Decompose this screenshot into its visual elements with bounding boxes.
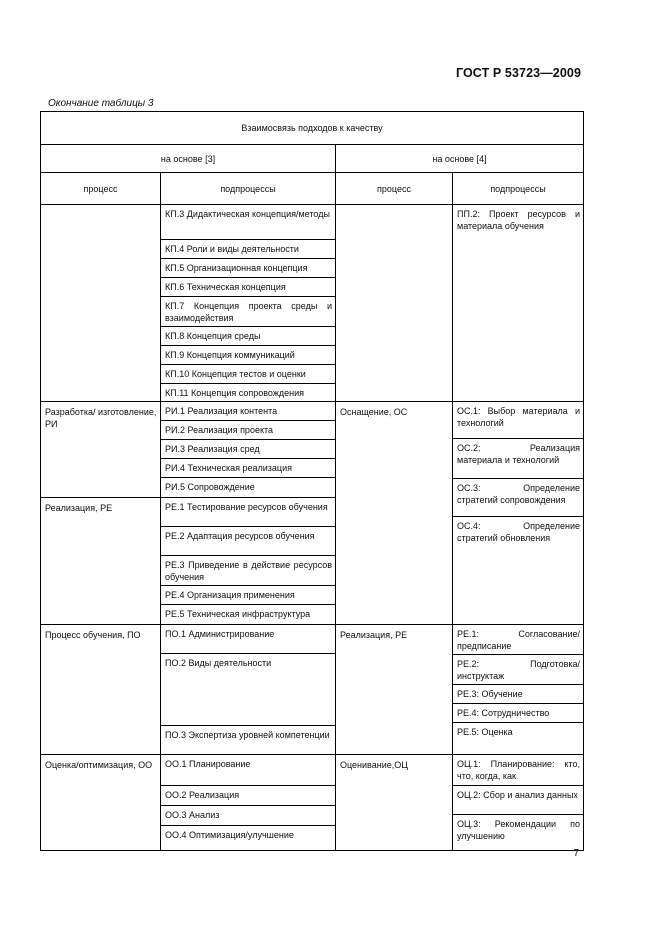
col-process-right: процесс [336, 173, 453, 205]
right-process: Оснащение, ОС [336, 401, 453, 624]
left-subprocesses [161, 497, 336, 624]
list-item: ПО.3 Экспертиза уровней компетенции [161, 726, 335, 744]
right-process: Реализация, РЕ [336, 624, 453, 754]
right-subprocesses [453, 624, 584, 754]
quality-approaches-table [40, 111, 584, 851]
list-item: КП.8 Концепция среды [161, 326, 335, 345]
col-subprocesses-right: подпроцессы [453, 173, 584, 205]
list-item: КП.4 Роли и виды деятельности [161, 239, 335, 258]
list-item: КП.11 Концепция сопровождения [161, 383, 335, 401]
col-subprocesses-left: подпроцессы [161, 173, 336, 205]
list-item: ОО.2 Реализация [161, 786, 335, 806]
right-subprocesses [453, 401, 584, 624]
list-item: РЕ.4: Сотрудничество [453, 703, 583, 722]
list-item: ПО.2 Виды деятельности [161, 654, 335, 726]
left-process: Оценка/оптимизация, ОО [41, 754, 161, 850]
list-item: КП.3 Дидактическая концепция/методы [165, 209, 330, 219]
list-item: ОО.4 Оптимизация/улучшение [161, 826, 335, 844]
col-process-left: процесс [41, 173, 161, 205]
list-item: ПО.1 Администрирование [165, 628, 275, 639]
table-row [41, 401, 584, 497]
list-item: ПП.2: Проект ресурсов и материала обучения [457, 209, 580, 231]
list-item: ОО.3 Анализ [161, 806, 335, 826]
list-item: РИ.1 Реализация контента [165, 405, 278, 416]
table-title: Взаимосвязь подходов к качеству [41, 112, 584, 145]
list-item: РЕ.1 Тестирование ресурсов обучения [165, 501, 328, 512]
list-item: РИ.5 Сопровождение [161, 478, 335, 497]
left-group-header: на основе [3] [41, 145, 336, 173]
left-subprocesses [161, 624, 336, 754]
right-process [336, 205, 453, 402]
table-row [41, 624, 584, 754]
right-group-header: на основе [4] [336, 145, 584, 173]
list-item: РЕ.5 Техническая инфраструктура [161, 605, 335, 624]
left-subprocesses [161, 205, 336, 402]
list-item: РЕ.3 Приведение в действие ресурсов обучения [161, 556, 335, 586]
list-item: РЕ.1: Согласование/ предписание [457, 628, 580, 651]
list-item: РИ.4 Техническая реализация [161, 459, 335, 478]
left-process: Процесс обучения, ПО [41, 624, 161, 754]
list-item: ОС.1: Выбор материала и технологий [457, 405, 580, 428]
left-subprocesses [161, 401, 336, 497]
list-item: РИ.3 Реализация сред [161, 440, 335, 459]
list-item: КП.10 Концепция тестов и оценки [161, 364, 335, 383]
list-item: РЕ.3: Обучение [453, 684, 583, 703]
list-item: РИ.2 Реализация проекта [161, 421, 335, 440]
list-item: РЕ.5: Оценка [453, 722, 583, 740]
list-item: ОО.1 Планирование [165, 758, 251, 769]
page-number: 7 [573, 848, 579, 859]
left-subprocesses [161, 754, 336, 850]
standard-designation: ГОСТ Р 53723—2009 [455, 66, 581, 80]
list-item: КП.6 Техническая концепция [161, 277, 335, 296]
table-row [41, 754, 584, 850]
right-subprocesses [453, 754, 584, 850]
list-item: ОС.2: Реализация материала и технологий [453, 439, 583, 479]
list-item: РЕ.2: Подготовка/ инструктаж [453, 654, 583, 684]
left-process: Реализация, РЕ [41, 497, 161, 624]
list-item: ОС.4: Определение стратегий обновления [453, 517, 583, 547]
table-caption: Окончание таблицы 3 [48, 98, 154, 109]
list-item: КП.5 Организационная концепция [161, 258, 335, 277]
list-item: ОЦ.2: Сбор и анализ данных [453, 786, 583, 815]
list-item: ОЦ.1: Планирование: кто, что, когда, как [457, 758, 580, 781]
left-process: Разработка/ изготовление, РИ [41, 401, 161, 497]
list-item: ОС.3: Определение стратегий сопровождения [453, 479, 583, 517]
table-row [41, 205, 584, 402]
list-item: КП.9 Концепция коммуникаций [161, 345, 335, 364]
list-item: КП.7 Концепция проекта среды и взаимодействия [161, 296, 335, 326]
list-item: ОЦ.3: Рекомендации по улучшению [453, 815, 583, 845]
right-subprocesses [453, 205, 584, 402]
list-item: РЕ.2 Адаптация ресурсов обучения [161, 527, 335, 556]
right-process: Оценивание,ОЦ [336, 754, 453, 850]
left-process [41, 205, 161, 402]
list-item: РЕ.4 Организация применения [161, 586, 335, 605]
